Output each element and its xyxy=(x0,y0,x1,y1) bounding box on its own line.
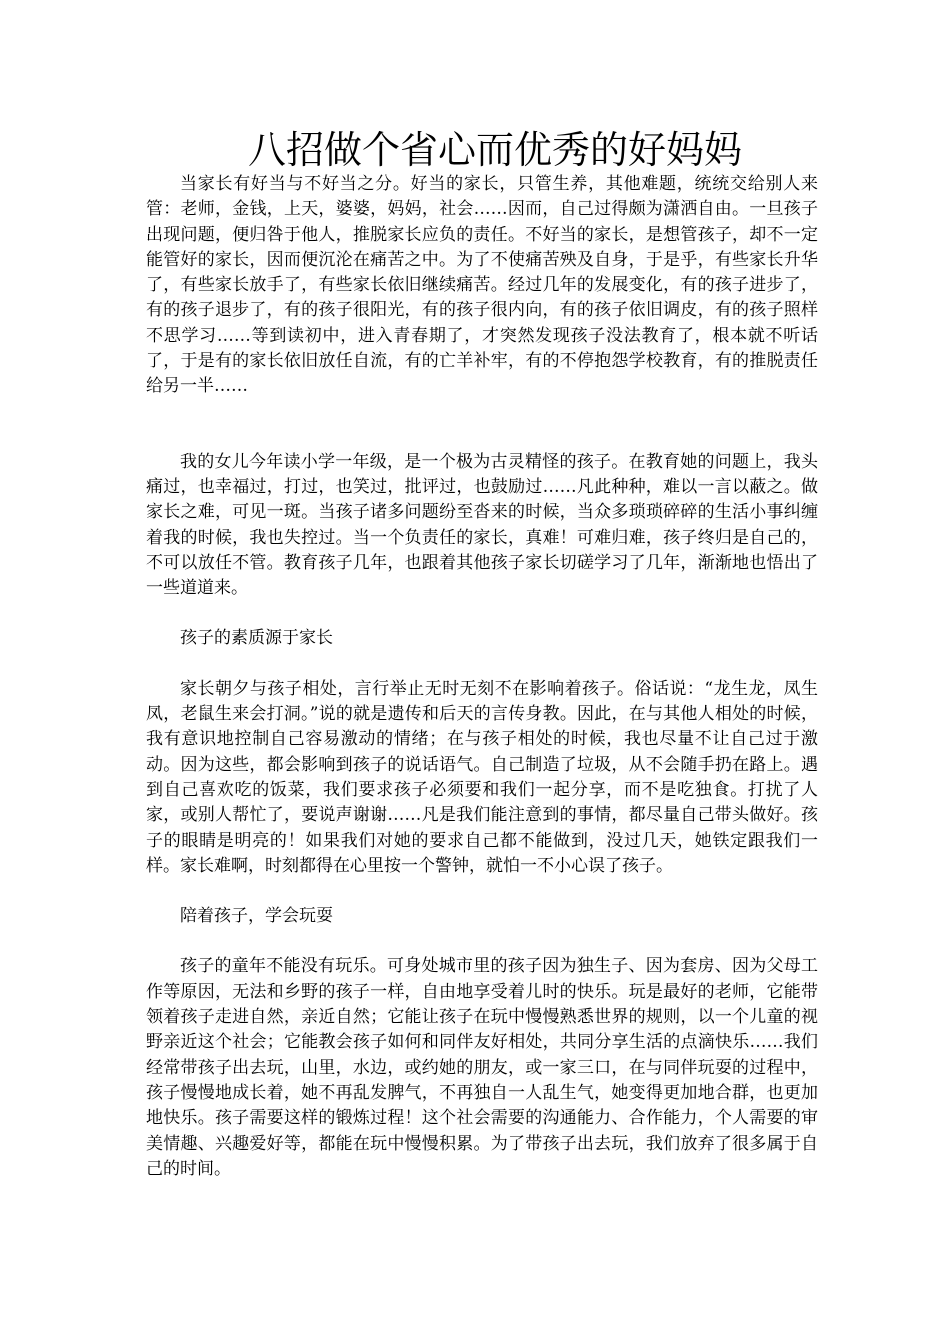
section-heading-quality: 孩子的素质源于家长 xyxy=(180,628,333,649)
document-body xyxy=(146,172,818,1182)
document-title: 八招做个省心而优秀的好妈妈 xyxy=(247,128,742,172)
paragraph-gap xyxy=(146,400,818,425)
paragraph-daughter: 我的女儿今年读小学一年级，是一个极为古灵精怪的孩子。在教育她的问题上，我头痛过，也幸福过，打过，也笑过，批评过，也鼓励过……凡此种种，难以一言以蔽之。做家长之难，可见一斑。当孩子诸多问题纷至沓来的时候，当众多琐琐碎碎的生活小事纠缠着我的时候，我也失控过。当一个负责任的家长，真难！可难归难，孩子终归是自己的，不可以放任不管。教育孩子几年，也跟着其他孩子家长切磋学习了几年，渐渐地也悟出了一些道道来。 xyxy=(146,451,818,599)
paragraph-gap xyxy=(146,929,818,954)
paragraph-gap xyxy=(146,652,818,677)
section-heading-play: 陪着孩子，学会玩耍 xyxy=(180,906,333,927)
paragraph-play: 孩子的童年不能没有玩乐。可身处城市里的孩子因为独生子、因为套房、因为父母工作等原因，无法和乡野的孩子一样，自由地享受着儿时的快乐。玩是最好的老师，它能带领着孩子走进自然，亲近自然；它能让孩子在玩中慢慢熟悉世界的规则，以一个儿童的视野亲近这个社会；它能教会孩子如何和同伴友好相处，共同分享生活的点滴快乐……我们经常带孩子出去玩，山里，水边，或约她的朋友，或一家三口，在与同伴玩耍的过程中，孩子慢慢地成长着，她不再乱发脾气，不再独自一人乱生气，她变得更加地合群，也更加地快乐。孩子需要这样的锻炼过程！这个社会需要的沟通能力、合作能力，个人需要的审美情趣、兴趣爱好等，都能在玩中慢慢积累。为了带孩子出去玩，我们放弃了很多属于自己的时间。 xyxy=(146,956,818,1179)
paragraph-gap xyxy=(146,425,818,450)
paragraph-gap xyxy=(146,879,818,904)
paragraph-quality: 家长朝夕与孩子相处，言行举止无时无刻不在影响着孩子。俗话说：“龙生龙，凤生凤，老鼠生来会打洞。”说的就是遗传和后天的言传身教。因此，在与其他人相处的时候，我有意识地控制自己容易激动的情绪；在与孩子相处的时候，我也尽量不让自己过于激动。因为这些，都会影响到孩子的说话语气。自己制造了垃圾，从不会随手扔在路上。遇到自己喜欢吃的饭菜，我们要求孩子必须要和我们一起分享，而不是吃独食。打扰了人家，或别人帮忙了，要说声谢谢……凡是我们能注意到的事情，都尽量自己带头做好。孩子的眼睛是明亮的！如果我们对她的要求自己都不能做到，没过几天，她铁定跟我们一样。家长难啊，时刻都得在心里按一个警钟，就怕一不小心误了孩子。 xyxy=(146,678,818,876)
paragraph-gap xyxy=(146,601,818,626)
paragraph-intro: 当家长有好当与不好当之分。好当的家长，只管生养，其他难题，统统交给别人来管：老师，金钱，上天，婆婆，妈妈，社会……因而，自己过得颇为潇洒自由。一旦孩子出现问题，便归咎于他人，推脱家长应负的责任。不好当的家长，是想管孩子，却不一定能管好的家长，因而便沉沦在痛苦之中。为了不使痛苦殃及自身，于是乎，有些家长升华了，有些家长放手了，有些家长依旧继续痛苦。经过几年的发展变化，有的孩子进步了，有的孩子退步了，有的孩子很阳光，有的孩子很内向，有的孩子依旧调皮，有的孩子照样不思学习……等到读初中，进入青春期了，才突然发现孩子没法教育了，根本就不听话了，于是有的家长依旧放任自流，有的亡羊补牢，有的不停抱怨学校教育，有的推脱责任给另一半…… xyxy=(146,174,818,397)
